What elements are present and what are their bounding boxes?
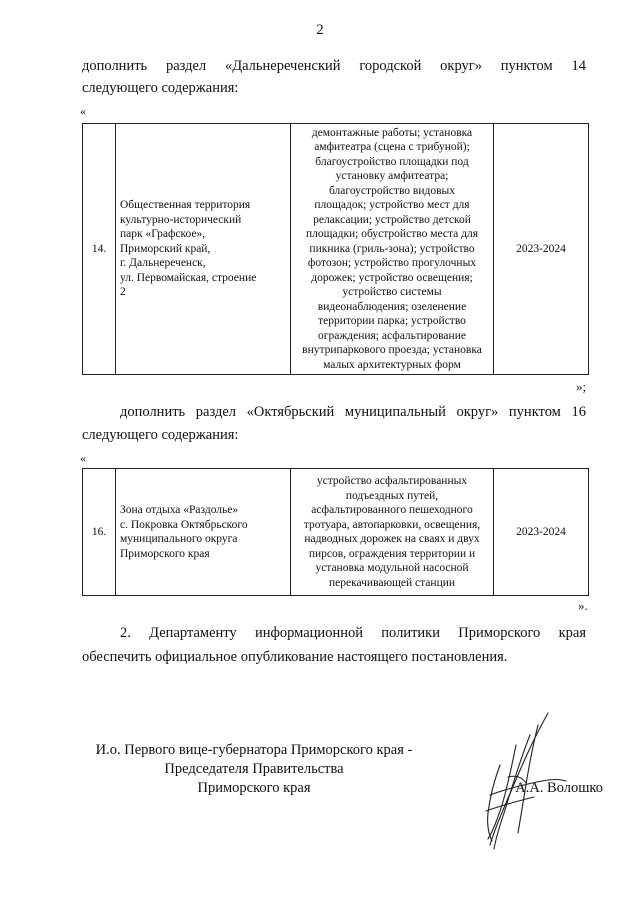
cell-line: устройство системы	[342, 286, 442, 299]
row-number: 14.	[83, 124, 116, 375]
section2-open-quote: «	[80, 451, 86, 465]
cell-line: муниципального округа	[120, 533, 238, 545]
cell-line: благоустройство видовых	[328, 184, 456, 197]
object-lines	[120, 198, 286, 300]
object-cell	[116, 469, 291, 596]
works-cell	[291, 124, 494, 375]
cell-line: релаксации; устройство детской	[313, 213, 471, 226]
section1-intro-line2: следующего содержания:	[82, 80, 239, 96]
section1-intro-line1: дополнить раздел «Дальнереченский городской округ» пунктом 14	[82, 58, 586, 74]
section1-table	[82, 123, 589, 375]
cell-line: Зона отдыха «Раздолье»	[120, 504, 239, 516]
cell-line: асфальтированного пешеходного	[311, 504, 473, 516]
cell-line: надводных дорожек на сваях и двух	[304, 533, 480, 545]
cell-line: перекачивающей станции	[328, 576, 456, 589]
cell-line: 2	[120, 286, 126, 299]
cell-line: территории парка; устройство	[318, 315, 466, 328]
cell-line: Приморский край,	[120, 242, 211, 255]
cell-line: культурно-исторический	[120, 213, 242, 226]
section1-open-quote: «	[80, 104, 86, 118]
cell-line: Приморского края	[120, 547, 210, 560]
cell-line: демонтажные работы; установка	[311, 126, 473, 139]
cell-line: ул. Первомайская, строение	[120, 271, 257, 284]
cell-line: пикника (гриль-зона); устройство	[309, 242, 475, 255]
cell-line: площадок; устройство мест для	[314, 199, 470, 212]
object-lines	[120, 503, 286, 561]
page-number: 2	[316, 22, 324, 38]
cell-line: дорожек; устройство освещения;	[311, 271, 473, 284]
cell-line: подъездных путей,	[345, 489, 439, 502]
table-row	[83, 124, 589, 375]
cell-line: ограждения; асфальтирование	[318, 329, 466, 342]
cell-line: площадки; обустройство места для	[305, 228, 478, 241]
cell-line: установку амфитеатра;	[335, 170, 449, 183]
works-lines	[295, 474, 489, 590]
period-cell: 2023-2024	[494, 469, 589, 596]
works-lines	[295, 126, 489, 373]
signatory-title-line2: Председателя Правительства	[164, 761, 344, 777]
cell-line: Общественная территория	[120, 199, 251, 212]
cell-line: фотозон; устройство прогулочных	[307, 257, 477, 270]
cell-line: установка модульной насосной	[315, 562, 469, 574]
section2-table	[82, 468, 589, 596]
cell-line: с. Покровка Октябрьского	[120, 518, 248, 531]
cell-line: г. Дальнереченск,	[120, 257, 206, 270]
works-cell	[291, 469, 494, 596]
cell-line: тротуара, автопарковки, освещения,	[303, 518, 481, 531]
section1-close-quote: »;	[576, 379, 587, 394]
table-row	[83, 469, 589, 596]
cell-line: амфитеатра (сцена с трибуной);	[314, 141, 470, 154]
section2-close-quote: ».	[578, 598, 588, 613]
row-number: 16.	[83, 469, 116, 596]
signatory-name: А.А. Волошко	[515, 780, 603, 796]
cell-line: внутрипаркового проезда; установка	[302, 344, 482, 357]
signatory-title-line1: И.о. Первого вице-губернатора Приморского края -	[95, 742, 413, 758]
section2-intro-line1: дополнить раздел «Октябрьский муниципальный округ» пунктом 16	[120, 404, 586, 420]
cell-line: малых архитектурных форм	[323, 358, 461, 371]
section2-intro-line2: следующего содержания:	[82, 427, 239, 443]
cell-line: парк «Графское»,	[120, 228, 206, 241]
cell-line: благоустройство площадки под	[315, 155, 469, 168]
period-cell: 2023-2024	[494, 124, 589, 375]
item2-line1: 2. Департаменту информационной политики Приморского края	[120, 625, 586, 641]
signatory-title-line3: Приморского края	[197, 780, 311, 796]
cell-line: пирсов, ограждения территории и	[308, 547, 476, 560]
cell-line: видеонаблюдения; озеленение	[317, 300, 467, 313]
object-cell	[116, 124, 291, 375]
cell-line: устройство асфальтированных	[316, 475, 468, 487]
item2-line2: обеспечить официальное опубликование настоящего постановления.	[82, 649, 508, 665]
